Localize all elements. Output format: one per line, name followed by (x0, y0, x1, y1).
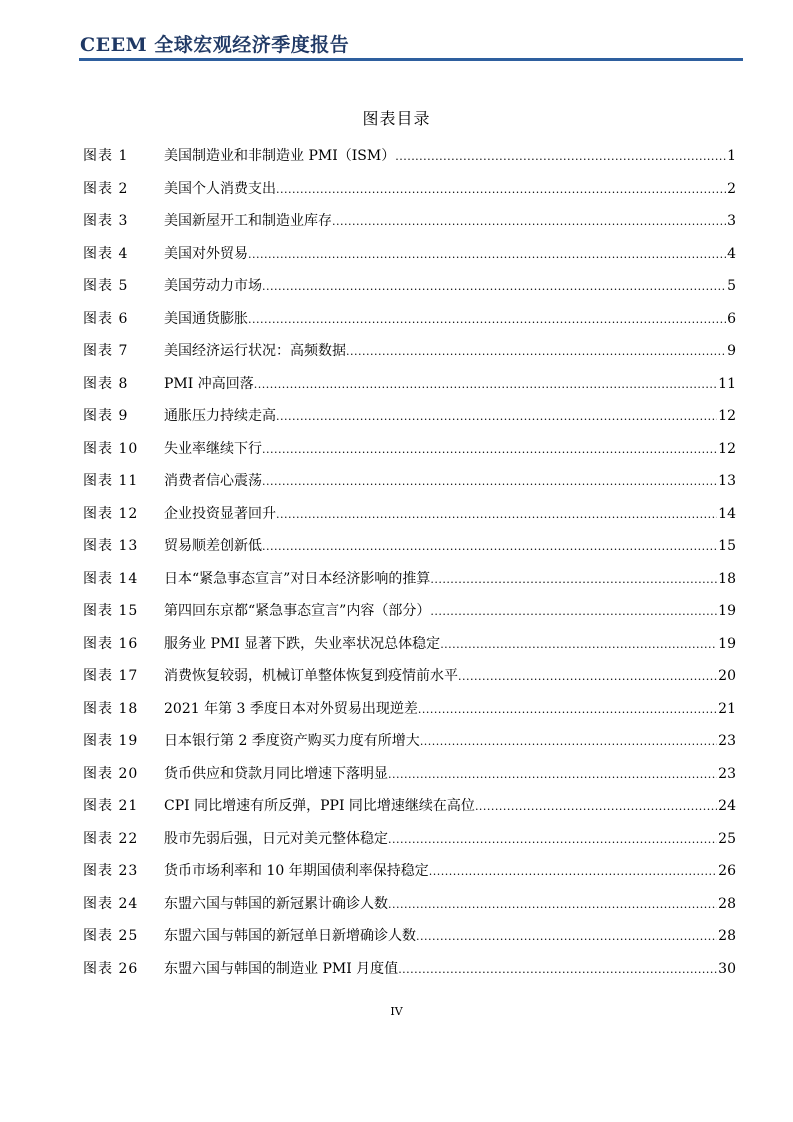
toc-entry-title: 消费者信心震荡 (164, 473, 262, 489)
toc-entry-leader (475, 797, 717, 817)
toc-entry[interactable] (83, 569, 736, 602)
toc-entry-leader (262, 472, 717, 492)
toc-entry-title: 服务业 PMI 显著下跌，失业率状况总体稳定 (164, 635, 441, 652)
toc-entry[interactable] (83, 861, 736, 894)
toc-entry-title: 失业率继续下行 (164, 440, 262, 457)
toc-entry-label: 图表 1 (83, 148, 129, 164)
toc-entry-leader (430, 570, 717, 590)
toc-entry-page-number: 28 (718, 895, 736, 912)
toc-entry-page-number: 19 (718, 603, 736, 619)
toc-entry-title: 日本银行第 2 季度资产购买力度有所增大 (164, 733, 420, 749)
toc-entry-page-number: 19 (718, 635, 736, 652)
toc-entry-page-number: 26 (718, 863, 736, 879)
toc-entry[interactable] (83, 309, 736, 342)
toc-entry-title: 货币市场利率和 10 年期国债利率保持稳定 (164, 863, 429, 879)
toc-entry-title: 美国劳动力市场 (164, 278, 262, 294)
toc-entry-page-number: 28 (718, 928, 736, 944)
toc-entry-page-number: 30 (718, 960, 736, 977)
toc-entry-page-number: 14 (718, 505, 736, 522)
toc-entry-leader (430, 602, 717, 622)
toc-entry-title: 美国对外贸易 (164, 245, 248, 262)
toc-entry-leader (388, 895, 717, 915)
toc-entry-page-number: 23 (718, 733, 736, 749)
toc-entry-leader (395, 147, 726, 167)
toc-entry-label: 图表 19 (83, 733, 139, 749)
toc-entry-label: 图表 23 (83, 863, 139, 879)
toc-entry[interactable] (83, 504, 736, 537)
toc-entry-leader (276, 407, 717, 427)
toc-entry-title: CPI 同比增速有所反弹，PPI 同比增速继续在高位 (164, 798, 475, 814)
toc-entry[interactable] (83, 764, 736, 797)
toc-entry-label: 图表 17 (83, 668, 139, 684)
toc-entry-leader (276, 505, 717, 525)
header-rule (79, 58, 743, 61)
toc-entry-title: 美国制造业和非制造业 PMI（ISM） (164, 148, 396, 164)
toc-entry[interactable] (83, 699, 736, 732)
toc-entry[interactable] (83, 959, 736, 992)
toc-entry-title: 贸易顺差创新低 (164, 538, 262, 554)
toc-entry-page-number: 21 (718, 700, 736, 717)
toc-list (83, 146, 736, 991)
toc-entry-title: 第四回东京都“紧急事态宣言”内容（部分） (164, 603, 431, 619)
toc-entry-label: 图表 2 (83, 180, 129, 197)
toc-entry-page-number: 25 (718, 830, 736, 847)
toc-entry-page-number: 18 (718, 570, 736, 587)
toc-entry[interactable] (83, 439, 736, 472)
toc-entry[interactable] (83, 146, 736, 179)
toc-entry-page-number: 15 (718, 538, 736, 554)
toc-entry-leader (388, 830, 717, 850)
toc-entry[interactable] (83, 634, 736, 667)
toc-entry-page-number: 9 (727, 343, 736, 359)
toc-entry-title: 东盟六国与韩国的新冠累计确诊人数 (164, 895, 388, 912)
toc-entry-page-number: 20 (718, 668, 736, 684)
toc-entry-label: 图表 24 (83, 895, 139, 912)
toc-entry[interactable] (83, 406, 736, 439)
toc-entry-title: PMI 冲高回落 (164, 375, 254, 392)
toc-entry-leader (418, 700, 717, 720)
toc-entry-leader (440, 635, 717, 655)
toc-entry-label: 图表 3 (83, 213, 129, 229)
toc-entry-leader (416, 927, 717, 947)
toc-entry-title: 美国个人消费支出 (164, 180, 276, 197)
toc-entry-title: 股市先弱后强，日元对美元整体稳定 (164, 830, 388, 847)
toc-entry[interactable] (83, 276, 736, 309)
toc-entry-title: 东盟六国与韩国的制造业 PMI 月度值 (164, 960, 399, 977)
toc-entry-title: 东盟六国与韩国的新冠单日新增确诊人数 (164, 928, 416, 944)
toc-entry-title: 货币供应和贷款月同比增速下落明显 (164, 765, 388, 782)
toc-entry[interactable] (83, 211, 736, 244)
toc-entry[interactable] (83, 731, 736, 764)
toc-entry-leader (262, 277, 726, 297)
footer-page-number: IV (390, 1005, 403, 1018)
toc-entry-label: 图表 14 (83, 570, 139, 587)
toc-entry-page-number: 1 (727, 148, 736, 164)
toc-entry-page-number: 3 (727, 213, 736, 229)
toc-entry-leader (420, 732, 717, 752)
toc-entry-label: 图表 8 (83, 375, 129, 392)
toc-entry-label: 图表 15 (83, 603, 139, 619)
toc-entry-label: 图表 5 (83, 278, 129, 294)
toc-entry-leader (248, 310, 726, 330)
report-header-title: CEEM 全球宏观经济季度报告 (80, 34, 350, 56)
toc-entry-title: 美国通货膨胀 (164, 310, 248, 327)
toc-entry-page-number: 23 (718, 765, 736, 782)
toc-entry-page-number: 11 (718, 375, 736, 392)
toc-entry-page-number: 2 (727, 180, 736, 197)
toc-entry[interactable] (83, 244, 736, 277)
toc-entry[interactable] (83, 341, 736, 374)
toc-entry-label: 图表 20 (83, 765, 139, 782)
toc-entry-page-number: 13 (718, 473, 736, 489)
toc-entry-leader (254, 375, 717, 395)
toc-entry-leader (248, 245, 726, 265)
toc-entry-label: 图表 18 (83, 700, 139, 717)
toc-entry[interactable] (83, 179, 736, 212)
toc-entry-label: 图表 25 (83, 928, 139, 944)
toc-entry-label: 图表 13 (83, 538, 139, 554)
toc-entry-title: 美国新屋开工和制造业库存 (164, 213, 332, 229)
toc-entry-label: 图表 11 (83, 473, 139, 489)
toc-entry[interactable] (83, 666, 736, 699)
toc-entry-leader (262, 440, 717, 460)
toc-entry-label: 图表 21 (83, 798, 139, 814)
toc-entry-page-number: 4 (727, 245, 736, 262)
toc-entry[interactable] (83, 829, 736, 862)
toc-entry-page-number: 5 (727, 278, 736, 294)
toc-entry-label: 图表 7 (83, 343, 129, 359)
toc-entry-leader (429, 862, 717, 882)
toc-entry-leader (262, 537, 717, 557)
toc-entry-leader (276, 180, 726, 200)
toc-entry-title: 日本“紧急事态宣言”对日本经济影响的推算 (164, 570, 431, 587)
toc-entry[interactable] (83, 536, 736, 569)
toc-entry-page-number: 6 (727, 310, 736, 327)
toc-entry-leader (398, 960, 717, 980)
toc-entry-page-number: 12 (718, 440, 736, 457)
toc-entry[interactable] (83, 374, 736, 407)
toc-entry-label: 图表 4 (83, 245, 129, 262)
toc-entry-label: 图表 6 (83, 310, 129, 327)
toc-entry-title: 通胀压力持续走高 (164, 408, 276, 424)
toc-entry-title: 美国经济运行状况：高频数据 (164, 343, 346, 359)
toc-entry-label: 图表 9 (83, 408, 129, 424)
toc-entry[interactable] (83, 601, 736, 634)
toc-entry-page-number: 12 (718, 408, 736, 424)
toc-heading: 图表目录 (362, 109, 431, 128)
toc-entry-title: 2021 年第 3 季度日本对外贸易出现逆差 (164, 700, 418, 717)
toc-entry[interactable] (83, 796, 736, 829)
toc-entry-title: 消费恢复较弱，机械订单整体恢复到疫情前水平 (164, 668, 458, 684)
toc-entry-leader (388, 765, 717, 785)
toc-entry-label: 图表 22 (83, 830, 139, 847)
toc-entry-label: 图表 10 (83, 440, 139, 457)
toc-entry-label: 图表 12 (83, 505, 139, 522)
toc-entry-leader (346, 342, 726, 362)
toc-entry-label: 图表 26 (83, 960, 139, 977)
toc-entry-page-number: 24 (718, 798, 736, 814)
toc-entry-leader (332, 212, 726, 232)
toc-entry-label: 图表 16 (83, 635, 139, 652)
toc-entry[interactable] (83, 926, 736, 959)
toc-entry-leader (458, 667, 717, 687)
toc-entry[interactable] (83, 894, 736, 927)
toc-entry[interactable] (83, 471, 736, 504)
toc-entry-title: 企业投资显著回升 (164, 505, 276, 522)
